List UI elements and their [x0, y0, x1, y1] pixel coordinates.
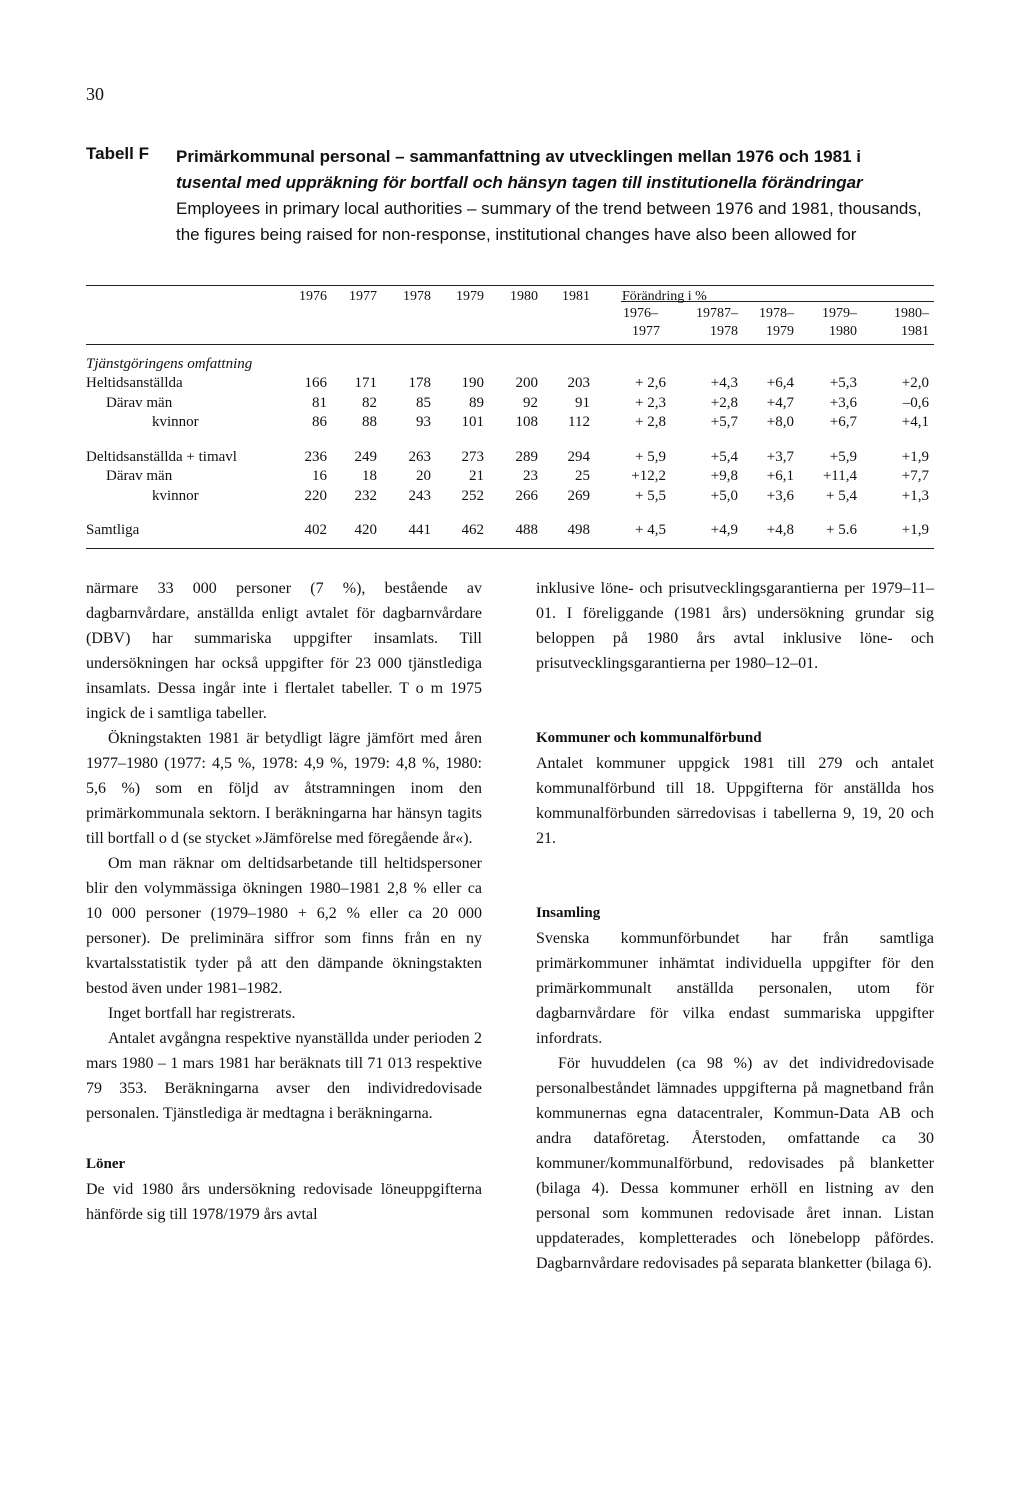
- table-cell: 171: [354, 375, 377, 391]
- table-cell: 178: [408, 375, 431, 391]
- table-cell: 220: [304, 488, 327, 504]
- table-cell: 93: [416, 414, 431, 430]
- paragraph: Om man räknar om deltidsarbetande till heltidspersoner blir den volymmässiga ökningen 1980–1981 2,8 % eller ca 10 000 personer (1979–1980 + 6,2 % eller ca 20 000 personer). De preliminära siffror som finns från en ny kvartalsstatistik tyder på att den dämpande ökningstakten bestod även under 1981–1982.: [86, 855, 482, 997]
- page-number: 30: [86, 84, 104, 104]
- year-header: 1981: [562, 289, 590, 304]
- change-period-start: 19787–: [696, 306, 738, 321]
- change-period-start: 1978–: [759, 306, 794, 321]
- change-cell: +4,9: [710, 522, 738, 538]
- table-title-swedish: Primärkommunal personal – sammanfattning av utvecklingen mellan 1976 och 1981 i: [176, 147, 861, 166]
- change-cell: +1,3: [901, 488, 929, 504]
- table-cell: 25: [575, 468, 590, 484]
- change-period-end: 1980: [829, 324, 857, 339]
- table-cell: 249: [354, 449, 377, 465]
- paragraph: Svenska kommunförbundet har från samtliga primärkommuner inhämtat individuella uppgifter för den primärkommunalt anställda personalen, utom för dagbarnvårdare för vilka endast summariska uppgifter infordrats.: [536, 930, 934, 1047]
- table-cell: 23: [523, 468, 538, 484]
- table-cell: 441: [408, 522, 431, 538]
- table-cell: 200: [515, 375, 538, 391]
- table-cell: 86: [312, 414, 327, 430]
- table-top-rule: [86, 285, 934, 286]
- change-cell: + 2,3: [635, 395, 666, 411]
- heading-insamling: Insamling: [536, 905, 601, 921]
- table-cell: 18: [362, 468, 377, 484]
- table-cell: 20: [416, 468, 431, 484]
- year-header: 1979: [456, 289, 484, 304]
- paragraph: För huvuddelen (ca 98 %) av det individredovisade personalbeståndet lämnades uppgifterna på magnetband från kommunernas egna datacentraler, Kommun-Data AB och andra dataföretag. Återstoden, omfattande ca 30 kommuner/kommunalförbund, redovisades på blanketter (bilaga 4). Dessa kommuner erhöll en listning av den personal som kommunen redovisade året innan. Listan uppdaterades, kompletterades och lönebelopp påfördes. Dagbarnvårdare redovisades på separata blanketter (bilaga 6).: [536, 1055, 934, 1272]
- table-cell: 420: [354, 522, 377, 538]
- table-cell: 232: [354, 488, 377, 504]
- row-label: Därav män: [106, 395, 173, 411]
- change-cell: + 5,5: [635, 488, 666, 504]
- table-bottom-rule: [86, 548, 934, 549]
- change-cell: + 5,9: [635, 449, 666, 465]
- change-cell: + 4,5: [635, 522, 666, 538]
- change-period-start: 1976–: [623, 306, 658, 321]
- table-label: Tabell F: [86, 144, 149, 163]
- table-cell: 112: [568, 414, 590, 430]
- table-title-swedish-italic: tusental med uppräkning för bortfall och hänsyn tagen till institutionella förändringar: [176, 173, 863, 192]
- table-cell: 252: [461, 488, 484, 504]
- change-cell: +3,6: [829, 395, 857, 411]
- table-cell: 166: [304, 375, 327, 391]
- change-period-end: 1979: [766, 324, 794, 339]
- table-cell: 92: [523, 395, 538, 411]
- change-cell: +1,9: [901, 449, 929, 465]
- row-label: kvinnor: [152, 414, 199, 430]
- change-cell: +5,3: [829, 375, 857, 391]
- change-cell: + 5,4: [826, 488, 857, 504]
- year-header: 1980: [510, 289, 538, 304]
- paragraph: inklusive löne- och prisutvecklingsgarantierna per 1979–11–01. I föreliggande (1981 års) undersökning grundar sig beloppen på 1980 års avtal inklusive löne- och prisutvecklingsgarantierna per 1980–12–01.: [536, 580, 934, 672]
- paragraph: Inget bortfall har registrerats.: [108, 1005, 296, 1022]
- table-cell: 89: [469, 395, 484, 411]
- section-label: Tjänstgöringens omfattning: [86, 356, 253, 372]
- paragraph: Antalet avgångna respektive nyanställda under perioden 2 mars 1980 – 1 mars 1981 har beräknats till 71 013 respektive 79 353. Beräkningarna avser den individredovisade personalen. Tjänstlediga är medtagna i beräkningarna.: [86, 1030, 482, 1122]
- table-cell: 243: [408, 488, 431, 504]
- change-cell: +6,4: [766, 375, 794, 391]
- row-label: kvinnor: [152, 488, 199, 504]
- table-cell: 81: [312, 395, 327, 411]
- paragraph: De vid 1980 års undersökning redovisade löneuppgifterna hänförde sig till 1978/1979 års avtal: [86, 1181, 482, 1223]
- change-cell: +2,8: [710, 395, 738, 411]
- change-cell: + 5.6: [826, 522, 857, 538]
- table-cell: 88: [362, 414, 377, 430]
- table-cell: 203: [567, 375, 590, 391]
- year-header: 1976: [299, 289, 327, 304]
- year-header: 1978: [403, 289, 431, 304]
- table-cell: 498: [567, 522, 590, 538]
- change-period-end: 1981: [901, 324, 929, 339]
- row-label: Deltidsanställda + timavl: [86, 449, 237, 465]
- table-cell: 190: [461, 375, 484, 391]
- change-cell: +5,9: [829, 449, 857, 465]
- change-cell: +3,7: [766, 449, 794, 465]
- paragraph: närmare 33 000 personer (7 %), bestående av dagbarnvårdare, anställda enligt avtalet för dagbarnvårdare (DBV) har summariska uppgifter insamlats. Till undersökningen har också uppgifter för 23 000 tjänstlediga insamlats. Dessa ingår inte i flertalet tabeller. T o m 1975 ingick de i samtliga tabeller.: [86, 580, 482, 722]
- table-cell: 85: [416, 395, 431, 411]
- change-cell: + 2,6: [635, 375, 666, 391]
- change-cell: –0,6: [902, 395, 929, 411]
- change-header: Förändring i %: [622, 289, 707, 304]
- change-cell: +4,8: [766, 522, 794, 538]
- table-cell: 82: [362, 395, 377, 411]
- table-cell: 266: [515, 488, 538, 504]
- row-label: Därav män: [106, 468, 173, 484]
- paragraph: Ökningstakten 1981 är betydligt lägre jämfört med åren 1977–1980 (1977: 4,5 %, 1978: 4,9 %, 1979: 4,8 %, 1980: 5,6 %) som en följd av åtstramningen inom den primärkommunala sektorn. I beräkningarna har hänsyn tagits till bortfall o d (se stycket »Jämförelse med föregående år«).: [86, 730, 482, 847]
- table-cell: 294: [567, 449, 590, 465]
- right-column: [536, 576, 934, 1276]
- table-cell: 402: [304, 522, 327, 538]
- change-cell: + 2,8: [635, 414, 666, 430]
- row-label: Samtliga: [86, 522, 140, 538]
- table-cell: 101: [461, 414, 484, 430]
- table-cell: 16: [312, 468, 327, 484]
- change-cell: +5,7: [710, 414, 738, 430]
- change-period-start: 1979–: [822, 306, 857, 321]
- heading-loner: Löner: [86, 1156, 126, 1172]
- table-cell: 263: [408, 449, 431, 465]
- change-cell: +2,0: [901, 375, 929, 391]
- table-title: [176, 144, 936, 248]
- table-cell: 269: [567, 488, 590, 504]
- change-cell: +6,1: [766, 468, 794, 484]
- change-cell: +5,0: [710, 488, 738, 504]
- change-cell: +4,3: [710, 375, 738, 391]
- change-cell: +4,1: [901, 414, 929, 430]
- table-cell: 21: [469, 468, 484, 484]
- paragraph: Antalet kommuner uppgick 1981 till 279 och antalet kommunalförbund till 18. Uppgifterna för anställda hos kommunalförbunden särredovisas i tabellerna 9, 19, 20 och 21.: [536, 755, 934, 847]
- table-cell: 462: [461, 522, 484, 538]
- change-cell: +4,7: [766, 395, 794, 411]
- table-header-rule: [86, 344, 934, 345]
- table-title-english: Employees in primary local authorities – summary of the trend between 1976 and 1981, thousands, the figures being raised for non-response, institutional changes have also been allowed for: [176, 199, 922, 244]
- change-cell: +11,4: [822, 468, 857, 484]
- table-cell: 488: [515, 522, 538, 538]
- change-period-end: 1977: [632, 324, 660, 339]
- left-column: [86, 576, 482, 1227]
- table-cell: 289: [515, 449, 538, 465]
- year-header: 1977: [349, 289, 377, 304]
- change-cell: +1,9: [901, 522, 929, 538]
- change-cell: +9,8: [710, 468, 738, 484]
- table-cell: 108: [515, 414, 538, 430]
- table-cell: 273: [461, 449, 484, 465]
- table-cell: 236: [304, 449, 327, 465]
- change-cell: +6,7: [829, 414, 857, 430]
- change-cell: +3,6: [766, 488, 794, 504]
- row-label: Heltidsanställda: [86, 375, 183, 391]
- table-cell: 91: [575, 395, 590, 411]
- change-cell: +5,4: [710, 449, 738, 465]
- change-period-start: 1980–: [894, 306, 929, 321]
- change-cell: +7,7: [901, 468, 929, 484]
- change-period-end: 1978: [710, 324, 738, 339]
- change-cell: +8,0: [766, 414, 794, 430]
- change-cell: +12,2: [631, 468, 666, 484]
- heading-kommuner: Kommuner och kommunalförbund: [536, 730, 762, 746]
